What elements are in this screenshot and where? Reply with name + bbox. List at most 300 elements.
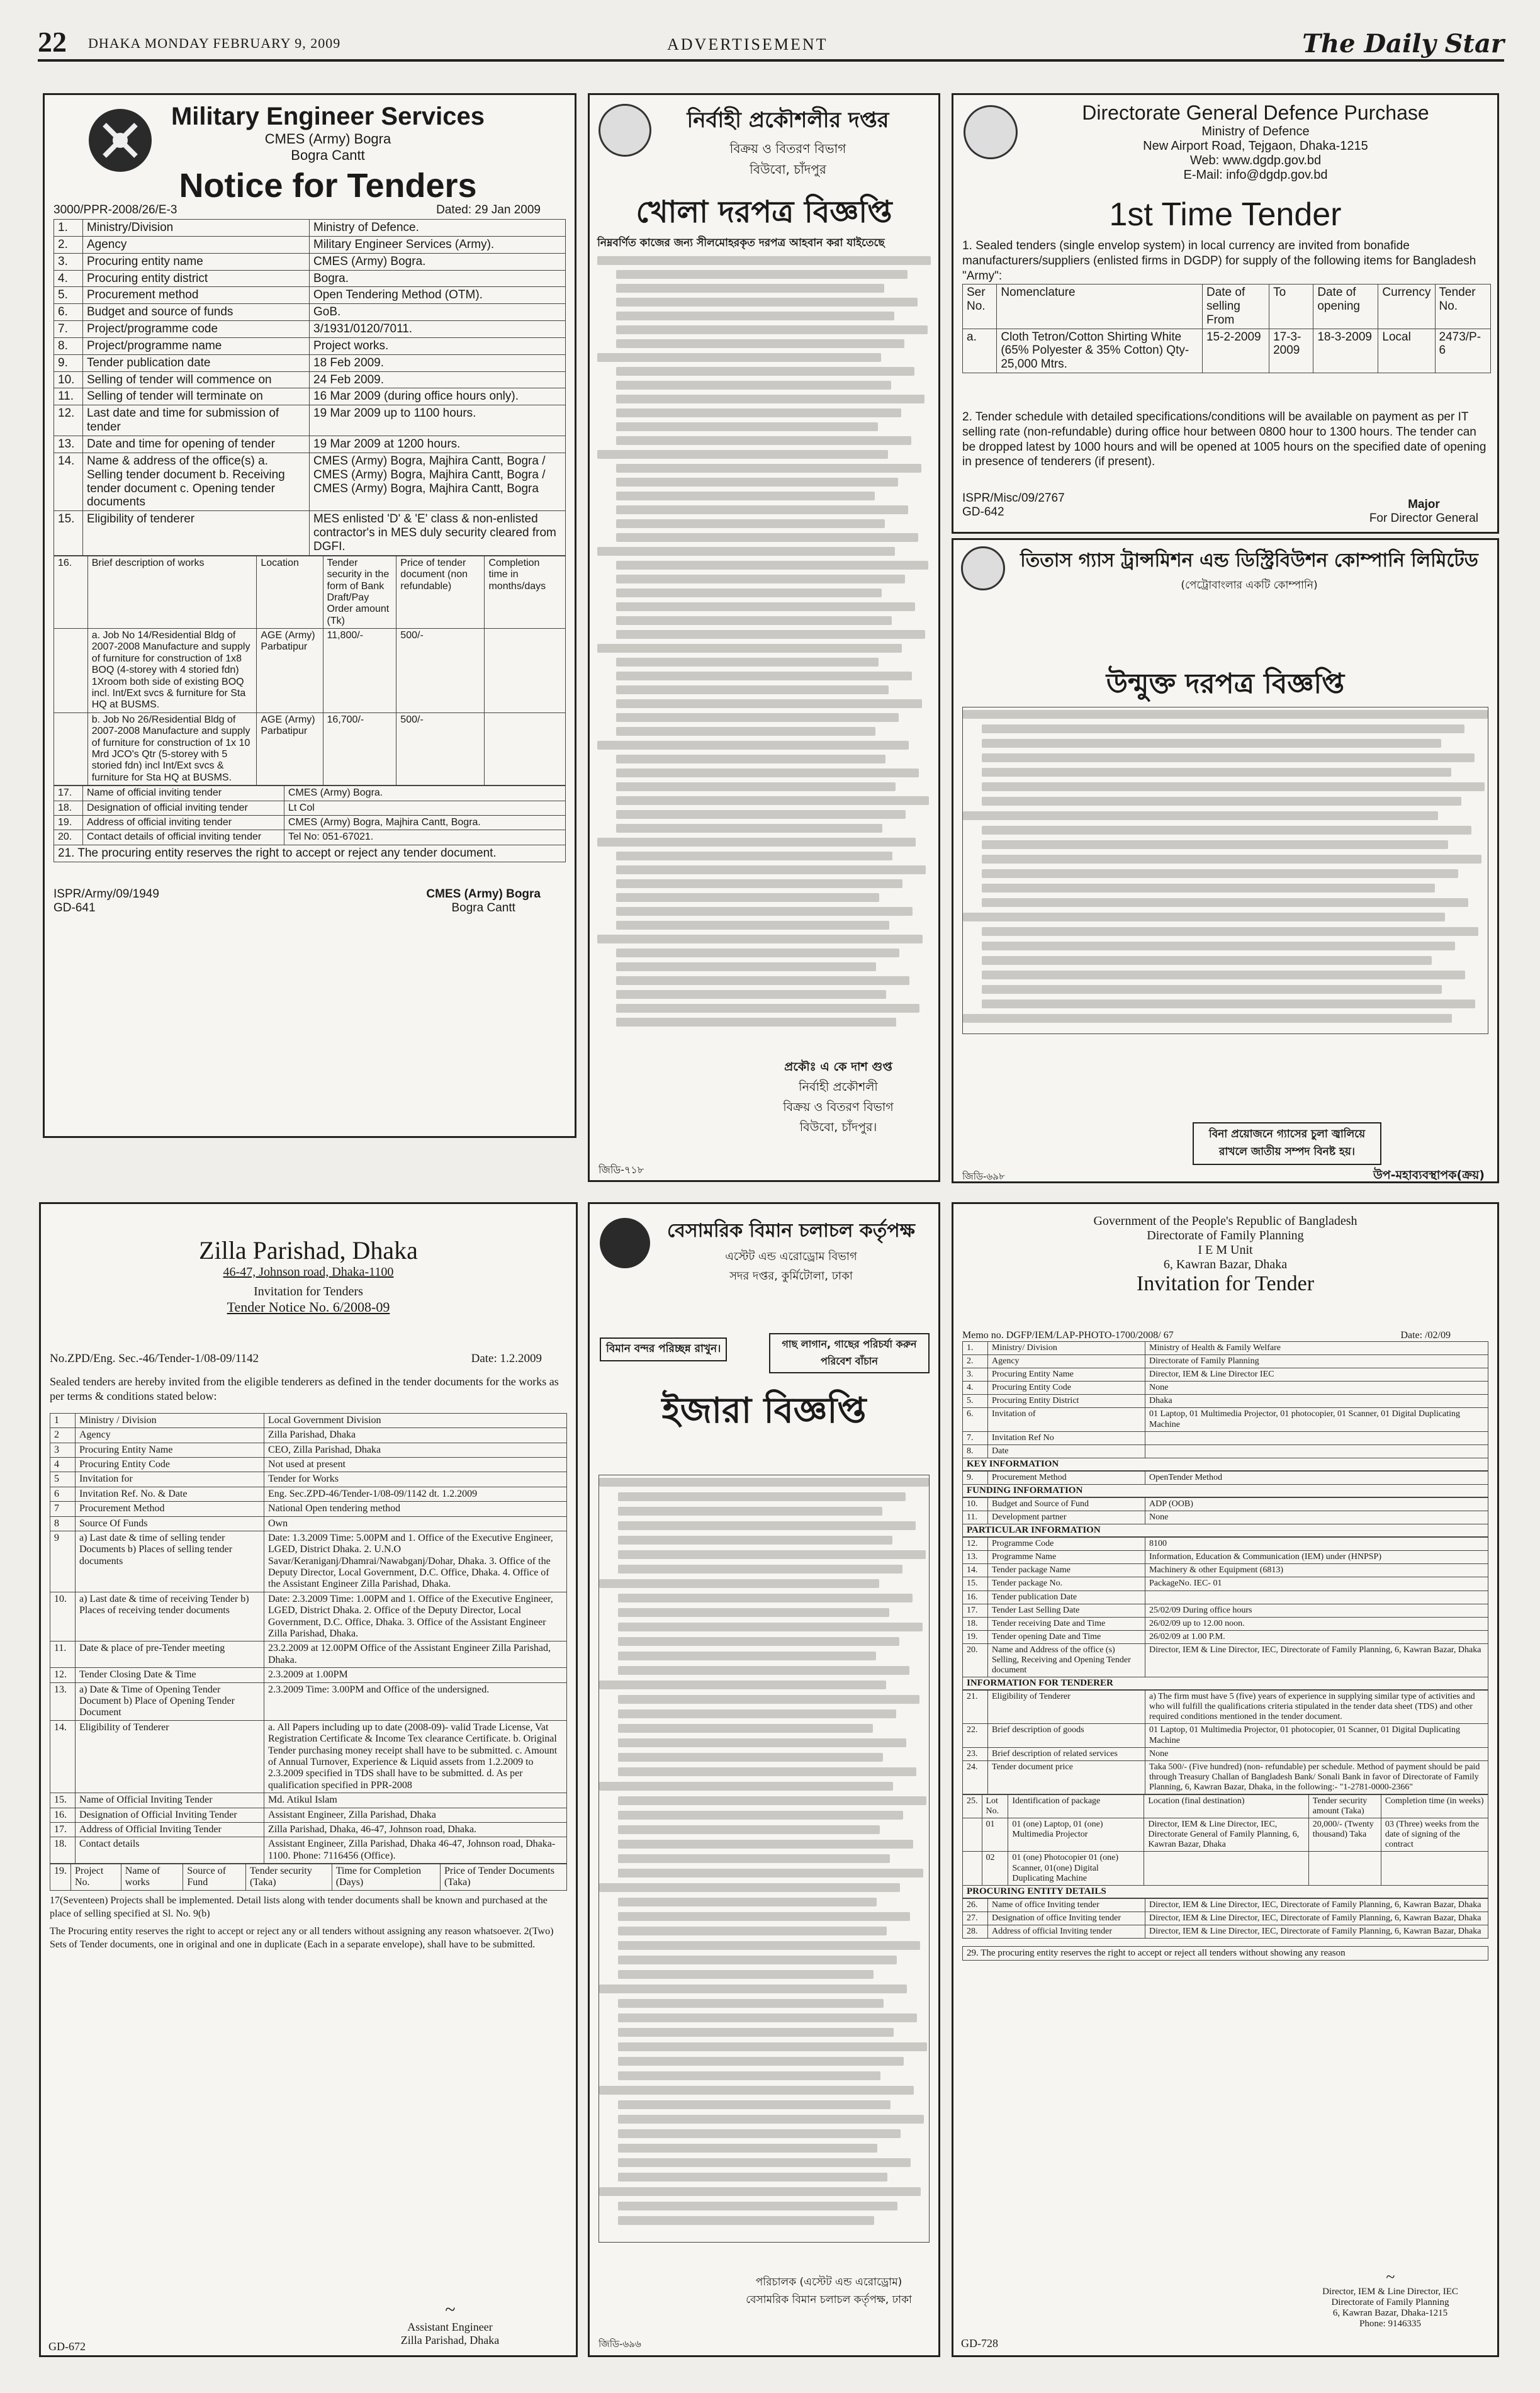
zilla-date: Date: 1.2.2009: [471, 1352, 542, 1365]
mes-tail-row-value: Tel No: 051-67021.: [284, 830, 566, 845]
titas-title: তিতাস গ্যাস ট্রান্সমিশন এন্ড ডিস্ট্রিবিউশন কোম্পানি লিমিটেড: [1020, 549, 1478, 572]
zilla-row-label: a) Last date & time of receiving Tender b) Places of receiving tender documents: [76, 1592, 264, 1641]
biman-text-line: [618, 2028, 894, 2037]
mes-works-location: AGE (Army) Parbatipur: [257, 629, 323, 713]
mes-tail-row-value: CMES (Army) Bogra.: [284, 786, 566, 801]
nirbahi-text-line: [616, 312, 894, 320]
zilla-row-number: 8: [50, 1516, 76, 1531]
nirbahi-sub2: বিউবো, চাঁদপুর: [750, 162, 826, 177]
dgdp-emblem-icon: [964, 105, 1018, 159]
famplan-row-label: Procuring Entity Name: [988, 1368, 1145, 1382]
zilla-tender-ad: [39, 1202, 578, 2357]
famplan-row: [963, 1382, 1488, 1395]
biman-text-line: [618, 1767, 916, 1776]
zilla-row-value: Zilla Parishad, Dhaka: [264, 1428, 567, 1443]
famplan-row-value: 26/02/09 up to 12.00 noon.: [1145, 1617, 1488, 1630]
famplan-row-number: 18.: [963, 1617, 988, 1630]
mes-row-number: 13.: [54, 436, 83, 453]
mes-sub1: CMES (Army) Bogra: [264, 131, 391, 147]
mes-row: [54, 236, 566, 253]
titas-tender-ad: [952, 538, 1499, 1183]
nirbahi-text-line: [616, 893, 879, 902]
mes-row-number: 4.: [54, 270, 83, 287]
biman-text-line: [618, 1811, 903, 1820]
zilla-row-value: Assistant Engineer, Zilla Parishad, Dhaka: [264, 1808, 567, 1822]
famplan-sign1: Director, IEM & Line Director, IEC: [1322, 2287, 1458, 2297]
mes-tail-table: [53, 785, 566, 845]
biman-text-line: [618, 2013, 917, 2022]
biman-text-line: [618, 1956, 897, 1964]
mes-row: [54, 270, 566, 287]
famplan-row: [963, 1431, 1488, 1444]
famplan-row-value: Director, IEM & Line Director, IEC, Directorate of Family Planning, 6, Kawran Bazar, Dhaka: [1145, 1925, 1488, 1938]
famplan-lot-table: [962, 1794, 1488, 1886]
famplan-row-value: Director, IEM & Line Director, IEC, Directorate of Family Planning, 6, Kawran Bazar, Dhaka: [1145, 1912, 1488, 1925]
famplan-row-number: 10.: [963, 1497, 988, 1511]
famplan-lot-header-cell: Location (final destination): [1144, 1795, 1308, 1818]
biman-text-line: [618, 1623, 923, 1631]
nirbahi-text-line: [616, 699, 922, 708]
famplan-row: [963, 1564, 1488, 1577]
biman-code: জিডি-৬৯৬: [599, 2338, 641, 2350]
nirbahi-text-line: [597, 935, 923, 943]
biman-text-line: [618, 1666, 909, 1675]
biman-text-line: [618, 1521, 916, 1530]
biman-text-line: [618, 2173, 887, 2182]
nirbahi-text-line: [616, 907, 913, 916]
biman-text-line: [618, 1738, 906, 1747]
famplan-row-value: Ministry of Health & Family Welfare: [1145, 1342, 1488, 1355]
zilla-works-number: 19.: [50, 1864, 71, 1891]
biman-text-line: [618, 1869, 923, 1878]
zilla-row-label: a) Last date & time of selling tender Documents b) Places of selling tender documents: [76, 1531, 264, 1592]
mes-row: [54, 253, 566, 270]
nirbahi-text-line: [597, 741, 909, 750]
famplan-row-label: Budget and Source of Fund: [988, 1497, 1145, 1511]
famplan-row-value: PackageNo. IEC- 01: [1145, 1577, 1488, 1591]
page-number: 22: [38, 26, 67, 58]
famplan-row: [963, 1551, 1488, 1564]
famplan-lot-row: [963, 1852, 1488, 1885]
mes-ispr: ISPR/Army/09/1949: [53, 887, 159, 901]
nirbahi-text-line: [616, 962, 876, 971]
mes-works-completion: [485, 712, 566, 785]
famplan-lot-number-col: 25.: [963, 1795, 982, 1818]
biman-text-line: [618, 1840, 913, 1849]
zilla-row: [50, 1443, 567, 1457]
famplan-sign3: 6, Kawran Bazar, Dhaka-1215: [1332, 2308, 1448, 2318]
mes-row: [54, 511, 566, 556]
biman-text-line: [618, 1492, 906, 1501]
mes-tail-row-number: 19.: [54, 815, 83, 830]
mes-row-number: 8.: [54, 337, 83, 354]
dgdp-sub3: Web: www.dgdp.gov.bd: [1189, 154, 1322, 167]
zilla-row-label: Procurement Method: [76, 1502, 264, 1516]
zilla-row-label: a) Date & Time of Opening Tender Document b) Place of Opening Tender Document: [76, 1682, 264, 1720]
dgdp-items-table: [962, 284, 1491, 373]
mes-row: [54, 337, 566, 354]
mes-works-header-cell: Location: [257, 556, 323, 628]
mes-row-number: 2.: [54, 236, 83, 253]
mes-row: [54, 220, 566, 237]
famplan-row-number: 16.: [963, 1591, 988, 1604]
nirbahi-text-line: [616, 588, 882, 597]
nirbahi-text-line: [616, 672, 912, 680]
famplan-row-value: ADP (OOB): [1145, 1497, 1488, 1511]
famplan-lot-header-cell: Tender security amount (Taka): [1308, 1795, 1381, 1818]
newspaper-logo: The Daily Star: [1302, 29, 1504, 59]
mes-row-label: Name & address of the office(s) a. Selling tender document b. Receiving tender document c. Opening tender documents: [83, 453, 310, 510]
famplan-lot-cell: 20,000/- (Twenty thousand) Taka: [1308, 1818, 1381, 1852]
famplan-lot-cell: [1381, 1852, 1488, 1885]
dgdp-headline: 1st Time Tender: [1109, 196, 1342, 233]
mes-works-completion: [485, 629, 566, 713]
dgdp-ispr: ISPR/Misc/09/2767: [962, 492, 1065, 505]
mes-info-table: [53, 219, 566, 556]
famplan-row: [963, 1408, 1488, 1431]
nirbahi-headline: খোলা দরপত্র বিজ্ঞপ্তি: [636, 194, 892, 230]
zilla-row-label: Contact details: [76, 1837, 264, 1864]
famplan-row-number: 27.: [963, 1912, 988, 1925]
dgdp-table-header: [963, 284, 1491, 329]
nirbahi-text-line: [616, 616, 892, 625]
mes-row-number: 10.: [54, 371, 83, 388]
mes-tail-row-number: 17.: [54, 786, 83, 801]
famplan-row: [963, 1912, 1488, 1925]
mes-sign2: Bogra Cantt: [451, 901, 515, 915]
famplan-row: [963, 1691, 1488, 1724]
biman-text-line: [618, 2042, 927, 2051]
zilla-row-value: Eng. Sec.ZPD-46/Tender-1/08-09/1142 dt. 1.2.2009: [264, 1487, 567, 1501]
famplan-lot-header-cell: Identification of package: [1008, 1795, 1144, 1818]
famplan-row-label: Date: [988, 1444, 1145, 1458]
titas-text-line: [982, 840, 1448, 849]
zilla-row: [50, 1668, 567, 1682]
famplan-row-number: 1.: [963, 1342, 988, 1355]
mes-row-value: 3/1931/0120/7011.: [310, 321, 566, 338]
zilla-notice: Tender Notice No. 6/2008-09: [227, 1299, 390, 1315]
biman-text-line: [618, 1970, 874, 1979]
biman-text-line: [618, 2057, 904, 2066]
famplan-h4: 6, Kawran Bazar, Dhaka: [1163, 1258, 1288, 1271]
pdb-emblem-icon: [599, 104, 651, 157]
biman-sub1: এস্টেট এন্ড এরোড্রোম বিভাগ: [725, 1250, 857, 1263]
section-title: ADVERTISEMENT: [667, 35, 828, 53]
famplan-lot-cell: [1144, 1852, 1308, 1885]
dgdp-header-cell: Currency: [1378, 284, 1435, 329]
famplan-row: [963, 1355, 1488, 1368]
famplan-lot-blank: [963, 1852, 982, 1885]
zilla-works-header-cell: Price of Tender Documents (Taka): [441, 1864, 567, 1891]
dgdp-tender-ad: [952, 93, 1499, 534]
famplan-funding-heading: FUNDING INFORMATION: [962, 1485, 1488, 1497]
titas-text-line: [982, 768, 1451, 777]
titas-text-line: [982, 753, 1475, 762]
famplan-row-label: Development partner: [988, 1511, 1145, 1524]
mes-row-value: 24 Feb 2009.: [310, 371, 566, 388]
titas-text-line: [982, 971, 1465, 979]
zilla-sub: Invitation for Tenders: [254, 1285, 363, 1298]
famplan-row-label: Ministry/ Division: [988, 1342, 1145, 1355]
dgdp-para2: 2. Tender schedule with detailed specifications/conditions will be available on payment as per IT selling rate (non-refundable) during office hour between 0800 hour to 1300 hours. The tender can be dropped latest by 1000 hours and will be opened at 1005 hours on the specified date of opening in presence of tenderers (if present).: [962, 410, 1487, 469]
zilla-row-value: Md. Atikul Islam: [264, 1793, 567, 1808]
biman-text-line: [618, 2071, 880, 2080]
zilla-row-value: Date: 2.3.2009 Time: 1.00PM and 1. Office of the Executive Engineer, LGED, District Dhaka. 2. Office of the Deputy Director, Local Government, D.C. Office, Dhaka. 3. Office of the Assistant Engineer Zilla Parishad, Dhaka.: [264, 1592, 567, 1641]
mes-row-number: 1.: [54, 220, 83, 237]
titas-text-line: [982, 724, 1464, 733]
famplan-row: [963, 1591, 1488, 1604]
zilla-row-number: 4: [50, 1457, 76, 1472]
nirbahi-sign1: প্রকৌঃ এ কে দাশ গুপ্ত: [784, 1060, 892, 1074]
mes-row-label: Procuring entity name: [83, 253, 310, 270]
mes-row-label: Procuring entity district: [83, 270, 310, 287]
famplan-row: [963, 1760, 1488, 1794]
nirbahi-text-line: [597, 353, 881, 362]
mes-row-value: Project works.: [310, 337, 566, 354]
biman-text-line: [618, 2158, 911, 2167]
nirbahi-text-line: [616, 782, 896, 791]
famplan-row-number: 8.: [963, 1444, 988, 1458]
mes-row-number: 15.: [54, 511, 83, 556]
famplan-row-label: Tender opening Date and Time: [988, 1630, 1145, 1643]
mes-row-value: Bogra.: [310, 270, 566, 287]
zilla-row-label: Tender Closing Date & Time: [76, 1668, 264, 1682]
nirbahi-text-line: [616, 949, 899, 957]
biman-text-line: [599, 1883, 900, 1892]
zilla-row-value: CEO, Zilla Parishad, Dhaka: [264, 1443, 567, 1457]
famplan-row-number: 9.: [963, 1471, 988, 1484]
famplan-row-label: Eligibility of Tenderer: [988, 1691, 1145, 1724]
nirbahi-text-line: [616, 990, 886, 999]
nirbahi-text-line: [616, 505, 908, 514]
mes-works-header-cell: Price of tender document (non refundable): [396, 556, 485, 628]
mes-works-number: 16.: [54, 556, 88, 628]
famplan-row-number: 6.: [963, 1408, 988, 1431]
titas-text-line: [963, 811, 1438, 820]
mes-tail-row-label: Contact details of official inviting tender: [83, 830, 284, 845]
zilla-row: [50, 1822, 567, 1837]
famplan-h2: Directorate of Family Planning: [1147, 1229, 1304, 1242]
zilla-row-value: Tender for Works: [264, 1472, 567, 1487]
nirbahi-text-line: [616, 685, 889, 694]
zilla-note2: The Procuring entity reserves the right to accept or reject any or all tenders without assigning any reason whatsoever. 2(Two) Sets of Tender documents, one in original and one in duplicate (Each in a separate envelope), shall have to be submitted.: [50, 1926, 554, 1951]
dgdp-para1: 1. Sealed tenders (single envelop system) in local currency are invited from bonafide manufacturers/suppliers (enlisted firms in DGDP) for supply of the following items for Bangladesh "Army":: [962, 239, 1476, 283]
biman-text-line: [618, 1796, 926, 1805]
mes-row: [54, 371, 566, 388]
mes-row-label: Project/programme code: [83, 321, 310, 338]
zilla-ref: No.ZPD/Eng. Sec.-46/Tender-1/08-09/1142: [50, 1352, 259, 1365]
zilla-row: [50, 1457, 567, 1472]
zilla-row-number: 2: [50, 1428, 76, 1443]
famplan-row-label: Brief description of goods: [988, 1724, 1145, 1747]
famplan-row-label: Name and Address of the office (s) Selling, Receiving and Opening Tender document: [988, 1643, 1145, 1677]
zilla-row: [50, 1502, 567, 1516]
famplan-row-label: Tender package No.: [988, 1577, 1145, 1591]
zilla-works-header-cell: Source of Fund: [183, 1864, 246, 1891]
nirbahi-text-line: [616, 852, 892, 860]
famplan-row-number: 7.: [963, 1431, 988, 1444]
famplan-row-value: [1145, 1444, 1488, 1458]
mes-row-number: 7.: [54, 321, 83, 338]
nirbahi-text-line: [616, 1004, 919, 1013]
dgdp-header-cell: Ser No.: [963, 284, 997, 329]
mes-row: [54, 321, 566, 338]
famplan-sign4: Phone: 9146335: [1359, 2319, 1421, 2329]
mes-row-number: 12.: [54, 405, 83, 436]
zilla-row-value: a. All Papers including up to date (2008-09)- valid Trade License, Vat Registration Certificate & Income Tex clearance Certificate. b. Original Tender purchasing money receipt shall have to be submitted. c. Amount of Annual Turnover, Experience & Liquid assets from 1.2.2009 to 2.3.2009 specified in TDS shall have to be submitted. d. As per qualification specified in PPR-2008: [264, 1720, 567, 1793]
zilla-row-number: 17.: [50, 1822, 76, 1837]
biman-text-line: [618, 2115, 924, 2124]
nirbahi-text-line: [616, 422, 878, 431]
famplan-section-table: [962, 1497, 1488, 1524]
famplan-row-label: Invitation Ref No: [988, 1431, 1145, 1444]
dgdp-sub1: Ministry of Defence: [1201, 125, 1310, 138]
famplan-row-value: Director, IEM & Line Director, IEC, Directorate of Family Planning, 6, Kawran Bazar, Dhaka: [1145, 1643, 1488, 1677]
biman-text-line: [618, 2129, 901, 2138]
zilla-row-value: 2.3.2009 Time: 3.00PM and Office of the undersigned.: [264, 1682, 567, 1720]
nirbahi-text-line: [616, 796, 929, 805]
date-line: DHAKA MONDAY FEBRUARY 9, 2009: [88, 35, 341, 51]
famplan-row-label: Tender publication Date: [988, 1591, 1145, 1604]
mes-sub2: Bogra Cantt: [291, 147, 365, 163]
mes-works-desc: a. Job No 14/Residential Bldg of 2007-2008 Manufacture and supply of furniture for construction of 1x8 BOQ (4-storey with 4 storied fdn) 1Xroom both side of existing BOQ incl. Int/Ext svcs & furniture for Sta HQ at BUSMS.: [87, 629, 257, 713]
famplan-row: [963, 1898, 1488, 1912]
nirbahi-text-line: [616, 755, 885, 763]
zilla-row-label: Eligibility of Tenderer: [76, 1720, 264, 1793]
mes-tail-row: [54, 786, 566, 801]
mes-works-header-cell: Completion time in months/days: [485, 556, 566, 628]
nirbahi-sub1: বিক্রয় ও বিতরণ বিভাগ: [729, 141, 846, 156]
famplan-row: [963, 1630, 1488, 1643]
famplan-row-number: 12.: [963, 1538, 988, 1551]
nirbahi-text-line: [616, 284, 884, 293]
famplan-row-label: Programme Name: [988, 1551, 1145, 1564]
mes-works-security: 11,800/-: [323, 629, 396, 713]
biman-sub2: সদর দপ্তর, কুর্মিটোলা, ঢাকা: [729, 1270, 853, 1283]
mes-row-number: 9.: [54, 354, 83, 371]
famplan-row-value: Taka 500/- (Five hundred) (non- refundable) per schedule. Method of payment should be paid through Treasury Challan of Bangladesh Bank/ Sonali Bank in favor of Directorate of Family Planning, 6, Kawran Bazar, Dhaka, in the following:- "1-2781-0000-2366": [1145, 1760, 1488, 1794]
zilla-works-header-cell: Time for Completion (Days): [332, 1864, 440, 1891]
titas-headline: উন্মুক্ত দরপত্র বিজ্ঞপ্তি: [1106, 668, 1345, 700]
zilla-row-number: 15.: [50, 1793, 76, 1808]
biman-lease-ad: [588, 1202, 940, 2357]
famplan-row-label: Agency: [988, 1355, 1145, 1368]
dgdp-table-row: [963, 329, 1491, 373]
famplan-row: [963, 1604, 1488, 1617]
famplan-row-number: 24.: [963, 1760, 988, 1794]
famplan-lot-header-cell: Lot No.: [982, 1795, 1008, 1818]
mes-row-number: 5.: [54, 287, 83, 304]
mes-sign1: CMES (Army) Bogra: [426, 887, 541, 901]
titas-text-line: [963, 913, 1445, 921]
dgdp-sub2: New Airport Road, Tejgaon, Dhaka-1215: [1143, 139, 1368, 153]
famplan-row-number: 5.: [963, 1395, 988, 1408]
mes-row-label: Agency: [83, 236, 310, 253]
biman-tag2: গাছ লাগান, গাছের পরিচর্যা করুন পরিবেশ বাঁচান: [769, 1333, 930, 1373]
famplan-row-number: 15.: [963, 1577, 988, 1591]
titas-text-line: [982, 985, 1442, 994]
nirbahi-text-line: [616, 976, 909, 985]
mes-row-value: MES enlisted 'D' & 'E' class & non-enlisted contractor's in MES duly security cleared from DGFI.: [310, 511, 566, 556]
nirbahi-text-line: [616, 1018, 896, 1027]
nirbahi-text-line: [616, 492, 875, 500]
famplan-row: [963, 1395, 1488, 1408]
famplan-section-table: [962, 1341, 1488, 1458]
nirbahi-text-line: [597, 450, 888, 459]
mes-row-label: Procurement method: [83, 287, 310, 304]
famplan-row-value: None: [1145, 1747, 1488, 1760]
famplan-h1: Government of the People's Republic of Bangladesh: [1093, 1214, 1357, 1228]
nirbahi-text-line: [616, 464, 921, 473]
zilla-works-table: [50, 1864, 567, 1891]
nirbahi-text-line: [616, 381, 891, 390]
mes-works-blank: [54, 629, 88, 713]
mes-row-value: 16 Mar 2009 (during office hours only).: [310, 388, 566, 405]
famplan-row-value: None: [1145, 1511, 1488, 1524]
zilla-row-label: Designation of Official Inviting Tender: [76, 1808, 264, 1822]
biman-text-line: [599, 1782, 893, 1791]
dgdp-title: Directorate General Defence Purchase: [1082, 101, 1429, 124]
nirbahi-sign3: বিক্রয় ও বিতরণ বিভাগ: [783, 1100, 894, 1114]
famplan-lot-blank: [963, 1818, 982, 1852]
nirbahi-intro: নিম্নবর্ণিত কাজের জন্য সীলমোহরকৃত দরপত্র আহবান করা যাইতেছে: [597, 237, 885, 249]
zilla-sign1: Assistant Engineer: [407, 2321, 493, 2333]
famplan-row-value: Machinery & other Equipment (6813): [1145, 1564, 1488, 1577]
biman-text-line: [618, 2144, 877, 2153]
zilla-row-number: 13.: [50, 1682, 76, 1720]
mes-works-price: 500/-: [396, 712, 485, 785]
mes-row-value: 19 Mar 2009 at 1200 hours.: [310, 436, 566, 453]
zilla-signature-icon: ~: [444, 2299, 456, 2320]
zilla-row-number: 9: [50, 1531, 76, 1592]
famplan-row-value: 26/02/09 at 1.00 P.M.: [1145, 1630, 1488, 1643]
biman-text-line: [618, 1637, 899, 1646]
mes-row-label: Selling of tender will commence on: [83, 371, 310, 388]
famplan-row-number: 19.: [963, 1630, 988, 1643]
zilla-row-number: 11.: [50, 1641, 76, 1668]
famplan-row-value: 25/02/09 During office hours: [1145, 1604, 1488, 1617]
nirbahi-text-line: [616, 879, 902, 888]
biman-text-line: [599, 1985, 907, 1993]
famplan-row-label: Tender receiving Date and Time: [988, 1617, 1145, 1630]
mes-row-label: Eligibility of tenderer: [83, 511, 310, 556]
mes-row: [54, 436, 566, 453]
mes-row: [54, 388, 566, 405]
dgdp-cell: Cloth Tetron/Cotton Shirting White (65% Polyester & 35% Cotton) Qty-25,000 Mtrs.: [997, 329, 1203, 373]
famplan-headline: Invitation for Tender: [1136, 1272, 1315, 1295]
mes-row-label: Project/programme name: [83, 337, 310, 354]
nirbahi-text-line: [616, 810, 906, 819]
mes-tender-ad: [43, 93, 576, 1138]
famplan-row-value: Director, IEM & Line Director IEC: [1145, 1368, 1488, 1382]
zilla-row: [50, 1472, 567, 1487]
zilla-row-value: Not used at present: [264, 1457, 567, 1472]
famplan-row-label: Address of official Inviting tender: [988, 1925, 1145, 1938]
zilla-row-number: 3: [50, 1443, 76, 1457]
nirbahi-text-line: [597, 256, 931, 265]
famplan-row-label: Programme Code: [988, 1538, 1145, 1551]
biman-text-line: [618, 1550, 926, 1559]
zilla-row-value: Date: 1.3.2009 Time: 5.00PM and 1. Office of the Executive Engineer, LGED, District Dhaka. 2. U.N.O Savar/Keraniganj/Dhamrai/Nawabganj/Dohar, Dhaka. 3. Office of the Deputy Director, Local Government, D.C. Office, Dhaka. 4. Office of the Assistant Engineer Zilla Parishad, Dhaka.: [264, 1531, 567, 1592]
famplan-section-table: [962, 1537, 1488, 1677]
nirbahi-text-line: [616, 824, 882, 833]
biman-text-line: [618, 1536, 892, 1545]
titas-text-line: [982, 956, 1432, 965]
zilla-row-label: Procuring Entity Name: [76, 1443, 264, 1457]
masthead: [38, 24, 1504, 62]
zilla-row-number: 14.: [50, 1720, 76, 1793]
nirbahi-text-line: [616, 713, 899, 722]
